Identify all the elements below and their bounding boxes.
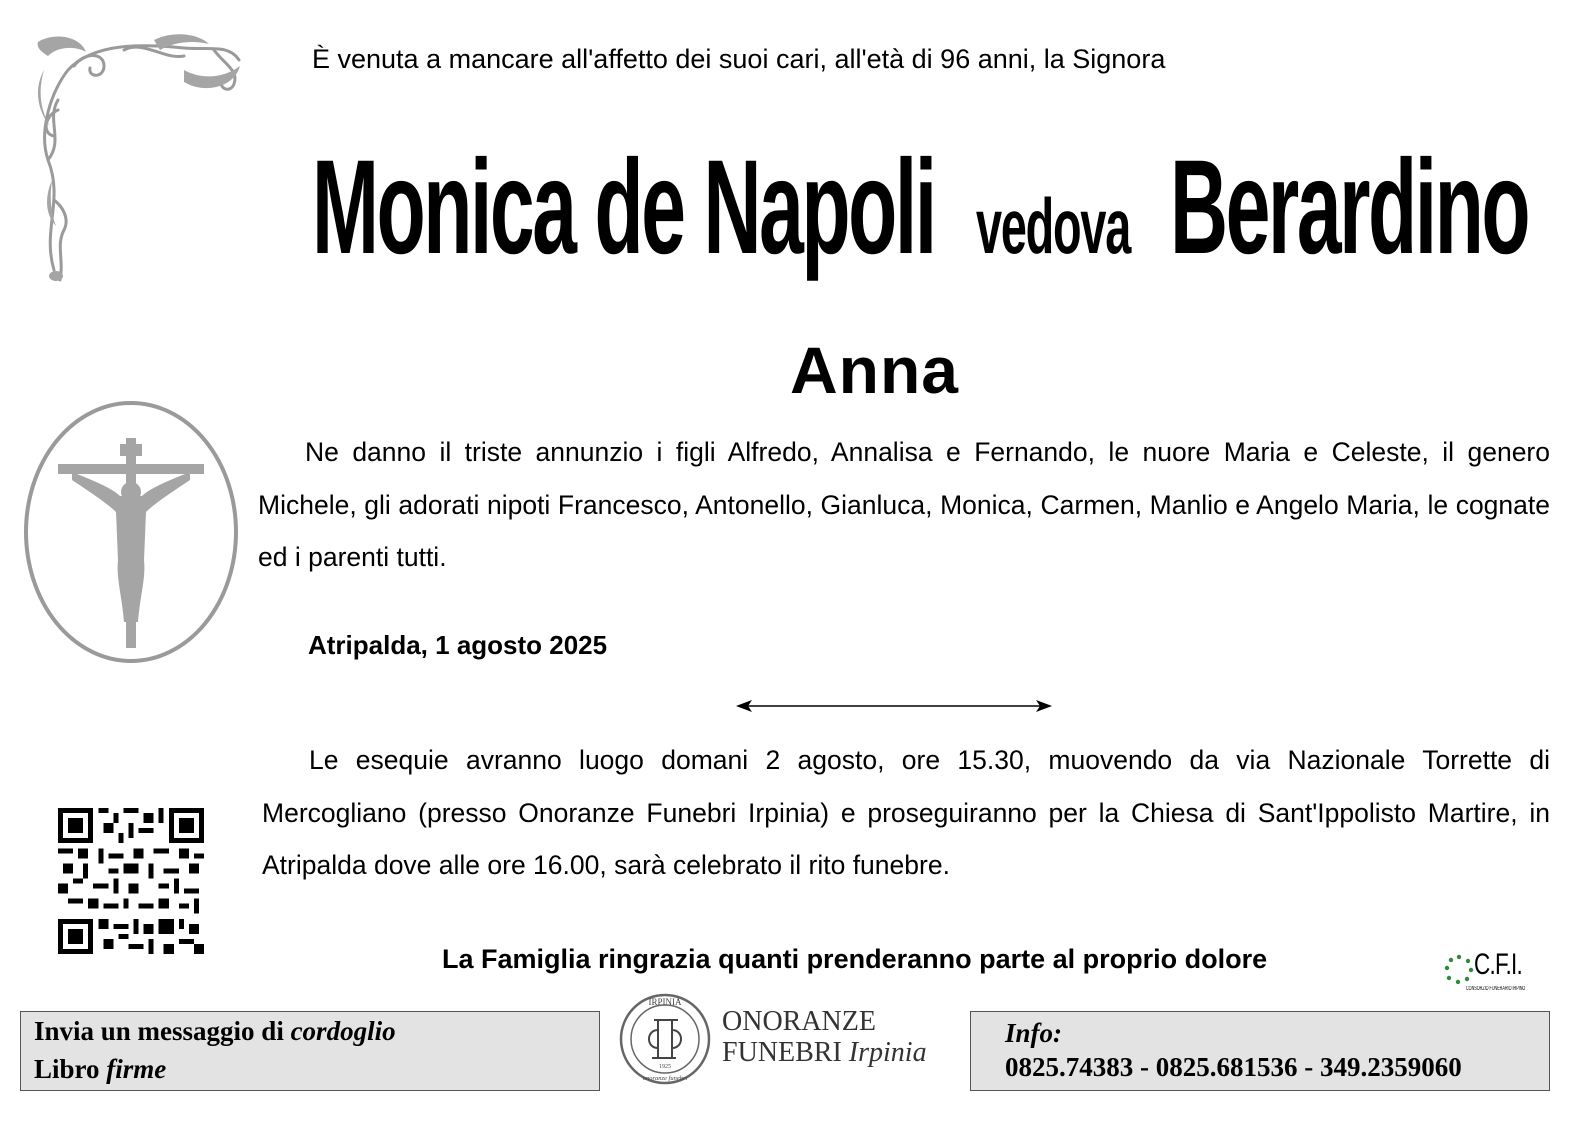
crucifix-icon [22, 400, 240, 665]
company-name-line1: ONORANZE [722, 1006, 876, 1037]
name-last: Berardino [1170, 133, 1529, 282]
deceased-name [312, 128, 1552, 288]
corner-flourish-icon [34, 30, 244, 285]
name-first: Monica de Napoli [312, 133, 935, 282]
intro-text: È venuta a mancare all'affetto dei suoi cari, all'età di 96 anni, la Signora [312, 44, 1166, 74]
announcement-paragraph: Ne danno il triste annunzio i figli Alfredo, Annalisa e Fernando, le nuore Maria e Celeste, il genero Michele, gli adorati nipoti Francesco, Antonello, Gianluca, Monica, Carmen, Manlio e Angelo Maria, le cognate ed i parenti tutti. [258, 437, 1550, 572]
condolence-link[interactable]: Invia un messaggio di cordoglio [34, 1016, 396, 1046]
cfi-logo-icon [1444, 948, 1540, 998]
family-thanks: La Famiglia ringrazia quanti prenderanno parte al proprio dolore [442, 944, 1268, 974]
guestbook-link[interactable]: Libro firme [34, 1054, 167, 1084]
info-label: Info: [1005, 1018, 1063, 1048]
company-name-line2: FUNEBRI Irpinia [722, 1037, 927, 1068]
onoranze-logo-icon [618, 992, 712, 1086]
cfi-subtitle: CONSORZIO FUNERARIO IRPINO [1466, 986, 1526, 992]
svg-text:1925: 1925 [659, 1064, 671, 1070]
cfi-mark: C.F.I. [1474, 948, 1523, 981]
condolence-box[interactable] [20, 1011, 600, 1091]
phone-numbers[interactable]: 0825.74383 - 0825.681536 - 349.2359060 [1005, 1052, 1462, 1082]
svg-text:IRPINIA: IRPINIA [648, 997, 682, 1007]
cfi-dots-icon [1444, 954, 1474, 984]
company-brand [618, 990, 958, 1090]
qr-code-icon[interactable] [58, 808, 204, 954]
svg-text:onoranze funebri: onoranze funebri [642, 1075, 688, 1082]
nickname: Anna [790, 333, 959, 407]
info-box [970, 1011, 1550, 1091]
name-connector: vedova [976, 182, 1131, 270]
funeral-details-paragraph: Le esequie avranno luogo domani 2 agosto, ore 15.30, muovendo da via Nazionale Torrette di Mercogliano (presso Onoranze Funebri Irpinia) e proseguiranno per la Chiesa di Sant'Ippolisto Martire, in Atripalda dove alle ore 16.00, sarà celebrato il rito funebre. [262, 745, 1550, 880]
double-arrow-divider-icon [734, 697, 1054, 715]
place-date: Atripalda, 1 agosto 2025 [308, 630, 608, 660]
